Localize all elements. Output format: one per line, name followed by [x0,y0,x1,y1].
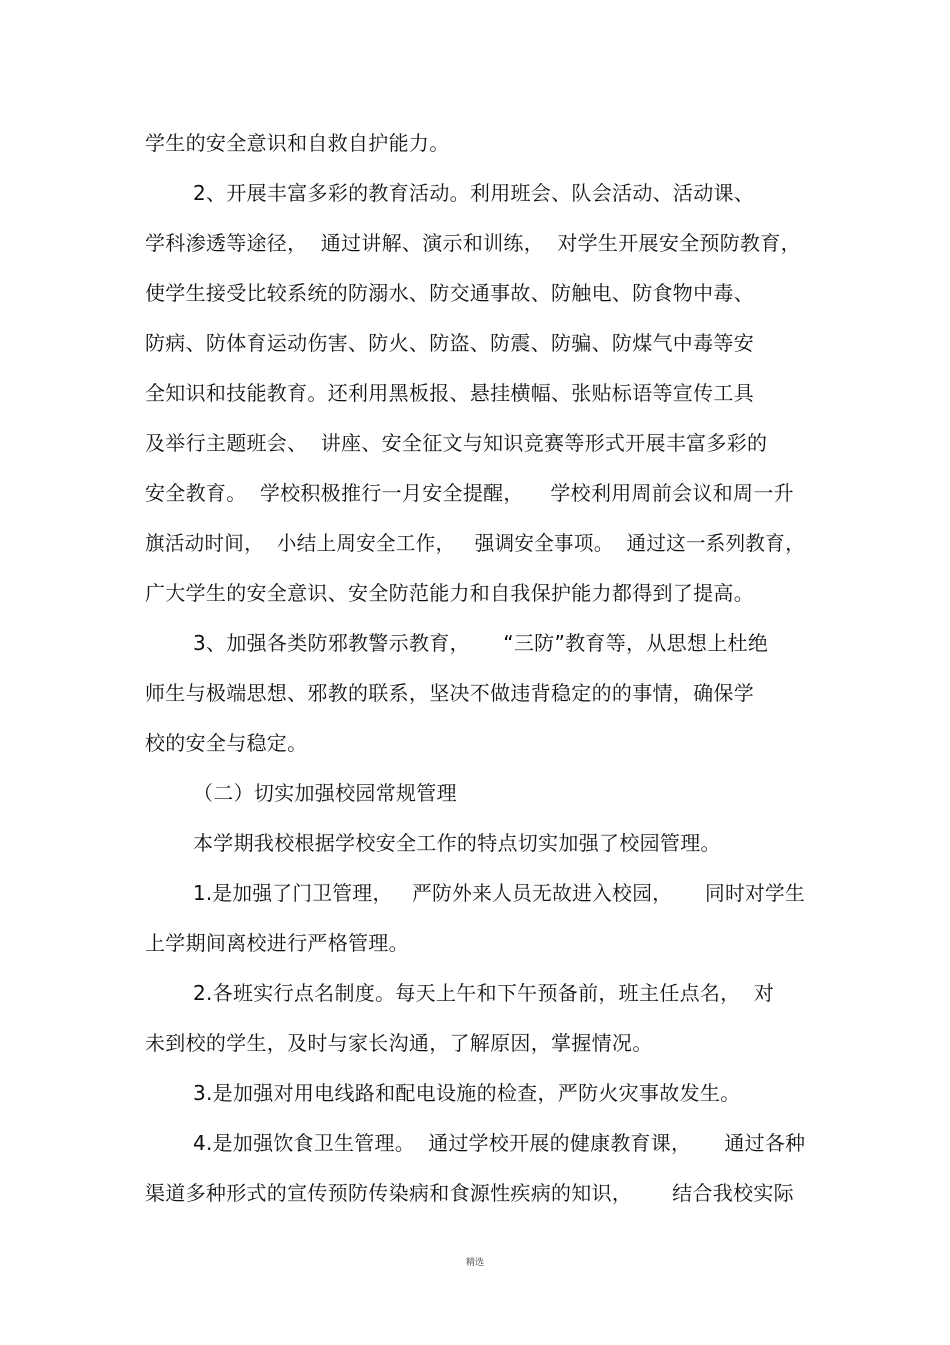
text-line: 广大学生的安全意识、安全防范能力和自我保护能力都得到了提高。 [145,581,754,605]
text-line: 2.各班实行点名制度。每天上午和下午预备前，班主任点名， 对 [193,981,775,1005]
text-line: 防病、防体育运动伤害、防火、防盗、防震、防骗、防煤气中毒等安 [145,331,754,355]
text-line: 未到校的学生，及时与家长沟通，了解原因，掌握情况。 [145,1031,653,1055]
text-line: 渠道多种形式的宣传预防传染病和食源性疾病的知识， 结合我校实际 [145,1181,794,1205]
page-footer: 精选 [465,1258,484,1268]
text-line: 师生与极端思想、邪教的联系，坚决不做违背稳定的的事情，确保学 [145,681,754,705]
text-line: 4.是加强饮食卫生管理。 通过学校开展的健康教育课， 通过各种 [193,1131,806,1155]
text-line: 全知识和技能教育。还利用黑板报、悬挂横幅、张贴标语等宣传工具 [145,381,754,405]
text-line: 学生的安全意识和自救自护能力。 [145,131,450,155]
text-line: 3、加强各类防邪教警示教育， “三防”教育等，从思想上杜绝 [193,631,769,655]
text-line: 及举行主题班会、 讲座、安全征文与知识竞赛等形式开展丰富多彩的 [145,431,768,455]
section-heading: （二）切实加强校园常规管理 [193,781,457,805]
text-line: 旗活动时间， 小结上周安全工作， 强调安全事项。 通过这一系列教育， [145,531,805,555]
text-line: 2、开展丰富多彩的教育活动。利用班会、队会活动、活动课、 [193,181,755,205]
text-line: 本学期我校根据学校安全工作的特点切实加强了校园管理。 [193,831,721,855]
text-line: 3.是加强对用电线路和配电设施的检查，严防火灾事故发生。 [193,1081,741,1105]
text-line: 学科渗透等途径， 通过讲解、演示和训练， 对学生开展安全预防教育， [145,231,801,255]
text-line: 使学生接受比较系统的防溺水、防交通事故、防触电、防食物中毒、 [145,281,754,305]
text-line: 1.是加强了门卫管理， 严防外来人员无故进入校园， 同时对学生 [193,881,806,905]
text-line: 上学期间离校进行严格管理。 [145,931,409,955]
text-line: 安全教育。 学校积极推行一月安全提醒， 学校利用周前会议和周一升 [145,481,794,505]
text-line: 校的安全与稳定。 [145,731,308,755]
